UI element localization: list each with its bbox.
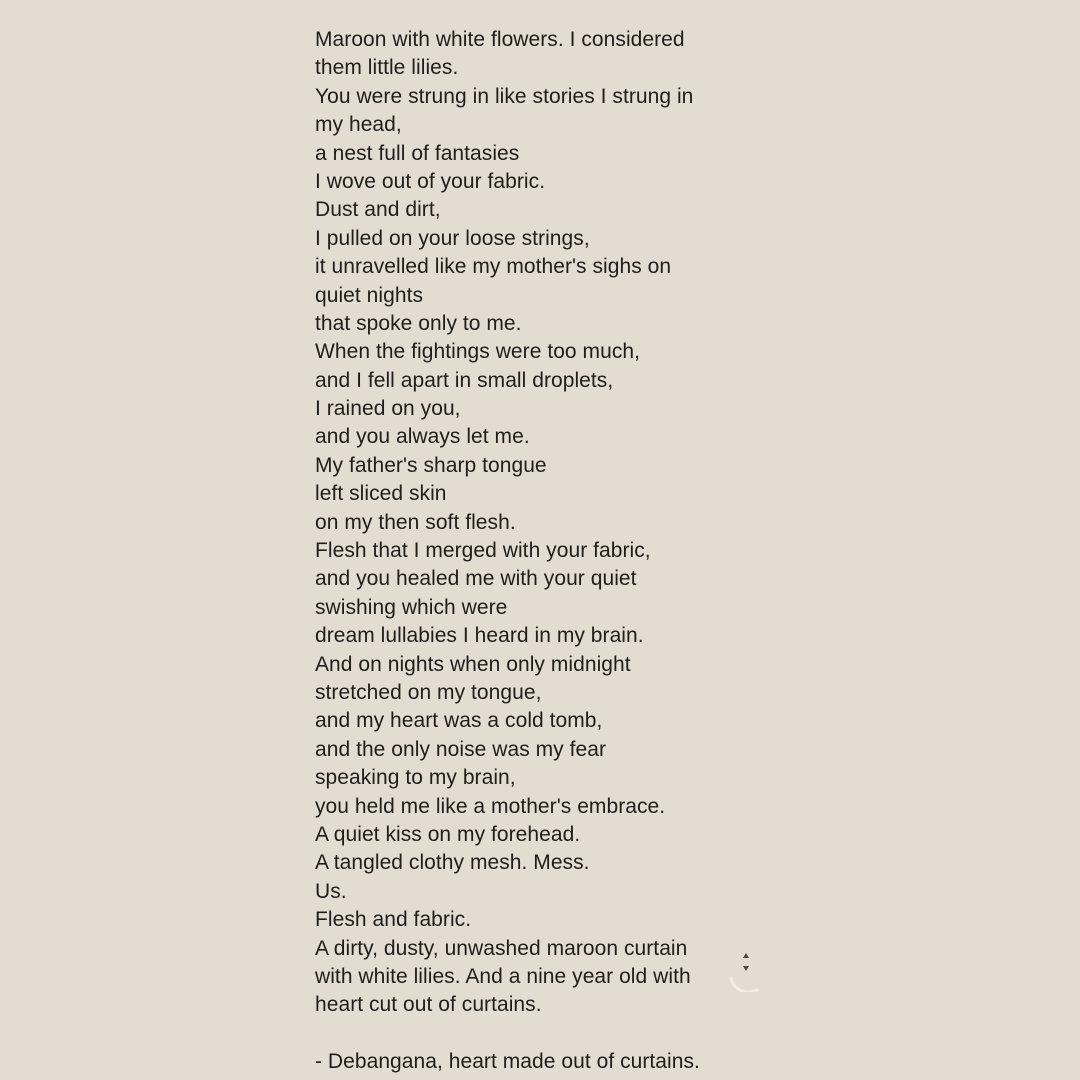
poem-line: swishing which were [315, 595, 508, 619]
poem-line: left sliced skin [315, 482, 447, 506]
poem-signature: - Debangana, heart made out of curtains. [315, 1050, 700, 1074]
poem-line: quiet nights [315, 283, 424, 307]
poem-line: Dust and dirt, [315, 198, 441, 222]
poem-line: A tangled clothy mesh. Mess. [315, 851, 590, 875]
poem-line: speaking to my brain, [315, 766, 516, 790]
poem-line: and you healed me with your quiet [315, 567, 637, 591]
poem-line: I rained on you, [315, 397, 461, 421]
poem-line: A quiet kiss on my forehead. [315, 822, 581, 846]
scroll-up-down-icon [727, 944, 769, 992]
poem-line: You were strung in like stories I strung in [315, 84, 694, 108]
poem-line: you held me like a mother's embrace. [315, 794, 666, 818]
poem-line: dream lullabies I heard in my brain. [315, 624, 644, 648]
poem-line: my head, [315, 113, 402, 137]
poem-line: Flesh and fabric. [315, 908, 472, 932]
poem-line: And on nights when only midnight [315, 652, 631, 676]
poem-line: When the fightings were too much, [315, 340, 640, 364]
poem-line: stretched on my tongue, [315, 680, 542, 704]
poem-line: them little lilies. [315, 56, 459, 80]
poem-line: with white lilies. And a nine year old with [315, 964, 691, 988]
poem-text [315, 26, 735, 1076]
poem-line: on my then soft flesh. [315, 510, 516, 534]
poem-line: Maroon with white flowers. I considered [315, 28, 685, 51]
poem-line: it unravelled like my mother's sighs on [315, 255, 672, 279]
poem-line: and you always let me. [315, 425, 530, 449]
stanza-break [315, 1020, 735, 1048]
poem-line: heart cut out of curtains. [315, 993, 542, 1017]
poem-line: I pulled on your loose strings, [315, 226, 590, 250]
scroll-control[interactable] [727, 944, 769, 992]
poem-line: Flesh that I merged with your fabric, [315, 539, 651, 563]
poem-line: I wove out of your fabric. [315, 169, 546, 193]
poem-line: and the only noise was my fear [315, 737, 606, 761]
poem-line: a nest full of fantasies [315, 141, 520, 165]
poem-line: and I fell apart in small droplets, [315, 368, 614, 392]
poem-line: A dirty, dusty, unwashed maroon curtain [315, 936, 688, 960]
poem-line: Us. [315, 879, 347, 903]
poem-line: and my heart was a cold tomb, [315, 709, 603, 733]
poem-line: My father's sharp tongue [315, 453, 547, 477]
poem-line: that spoke only to me. [315, 311, 522, 335]
